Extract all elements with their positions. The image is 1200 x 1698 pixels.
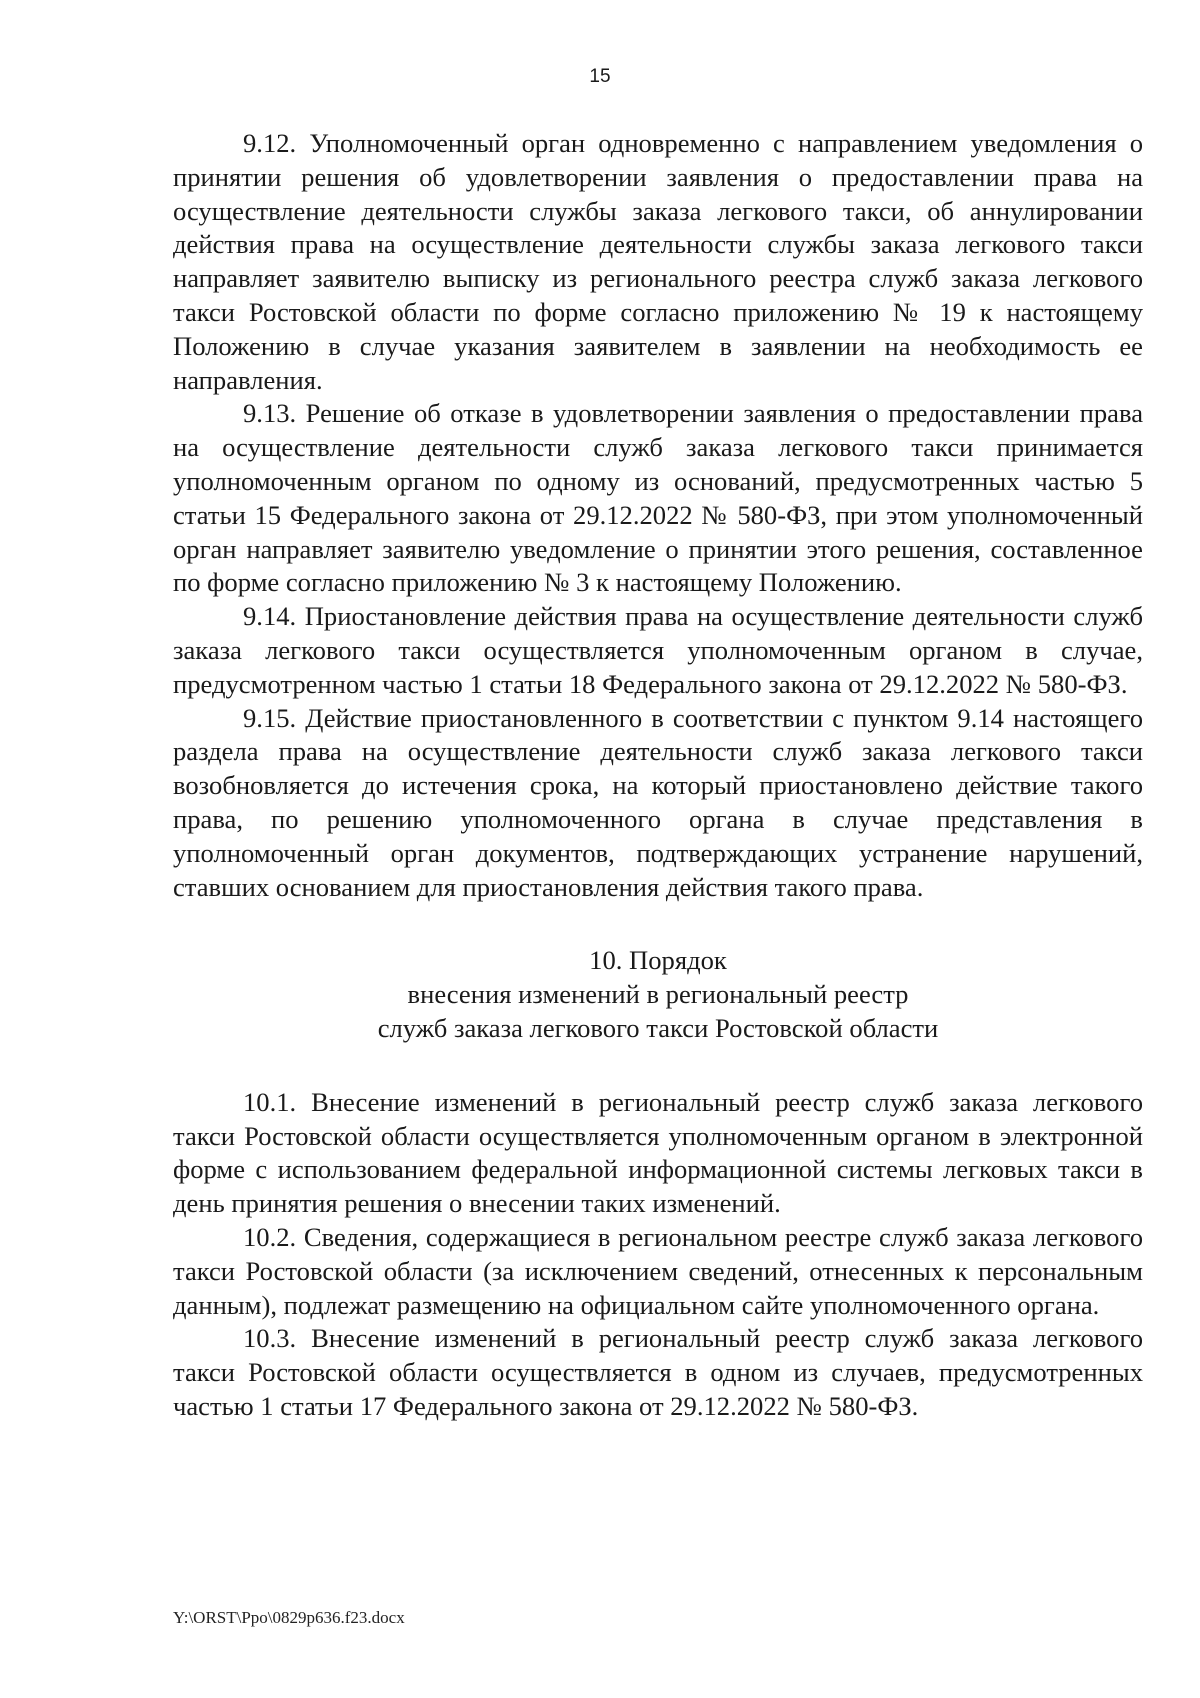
paragraph-9-13: 9.13. Решение об отказе в удовлетворении заявления о предоставлении права на осуществление деятельности служб заказа легкового такси принимается уполномоченным органом по одному из оснований, предусмотренных частью 5 статьи 15 Федерального закона от 29.12.2022 № 580-ФЗ, при этом уполномоченный орган направляет заявителю уведомление о принятии этого решения, составленное по форме согласно приложению № 3 к настоящему Положению. — [173, 398, 1143, 598]
footer-file-path: Y:\ORST\Ppo\0829p636.f23.docx — [173, 1608, 405, 1627]
section-heading-line-1: 10. Порядок — [589, 945, 727, 976]
paragraph-9-14: 9.14. Приостановление действия права на осуществление деятельности служб заказа легкового такси осуществляется уполномоченным органом в случае, предусмотренном частью 1 статьи 18 Федерального закона от 29.12.2022 № 580-ФЗ. — [173, 601, 1143, 699]
paragraph-9-12: 9.12. Уполномоченный орган одновременно с направлением уведомления о принятии решения об удовлетворении заявления о предоставлении права на осуществление деятельности службы заказа легкового такси, об аннулировании действия права на осуществление деятельности службы заказа легкового такси направляет заявителю выписку из регионального реестра служб заказа легкового такси Ростовской области по форме согласно приложению № 19 к настоящему Положению в случае указания заявителем в заявлении на необходимость ее направления. — [173, 128, 1143, 395]
page-number: 15 — [589, 66, 611, 87]
section-heading-line-3: служб заказа легкового такси Ростовской области — [377, 1012, 939, 1043]
paragraph-10-1: 10.1. Внесение изменений в региональный реестр служб заказа легкового такси Ростовской области осуществляется уполномоченным органом в электронной форме с использованием федеральной информационной системы легковых такси в день принятия решения о внесении таких изменений. — [173, 1086, 1143, 1219]
section-heading-line-2: внесения изменений в региональный реестр — [407, 979, 909, 1010]
section-heading — [173, 944, 1143, 1045]
document-body — [173, 127, 1143, 1424]
paragraph-9-15: 9.15. Действие приостановленного в соответствии с пунктом 9.14 настоящего раздела права на осуществление деятельности служб заказа легкового такси возобновляется до истечения срока, на который приостановлено действие такого права, по решению уполномоченного органа в случае представления в уполномоченный орган документов, подтверждающих устранение нарушений, ставших основанием для приостановления действия такого права. — [173, 702, 1143, 902]
paragraph-10-3: 10.3. Внесение изменений в региональный реестр служб заказа легкового такси Ростовской области осуществляется в одном из случаев, предусмотренных частью 1 статьи 17 Федерального закона от 29.12.2022 № 580-ФЗ. — [173, 1323, 1143, 1421]
paragraph-10-2: 10.2. Сведения, содержащиеся в региональном реестре служб заказа легкового такси Ростовской области (за исключением сведений, отнесенных к персональным данным), подлежат размещению на официальном сайте уполномоченного органа. — [173, 1221, 1143, 1320]
